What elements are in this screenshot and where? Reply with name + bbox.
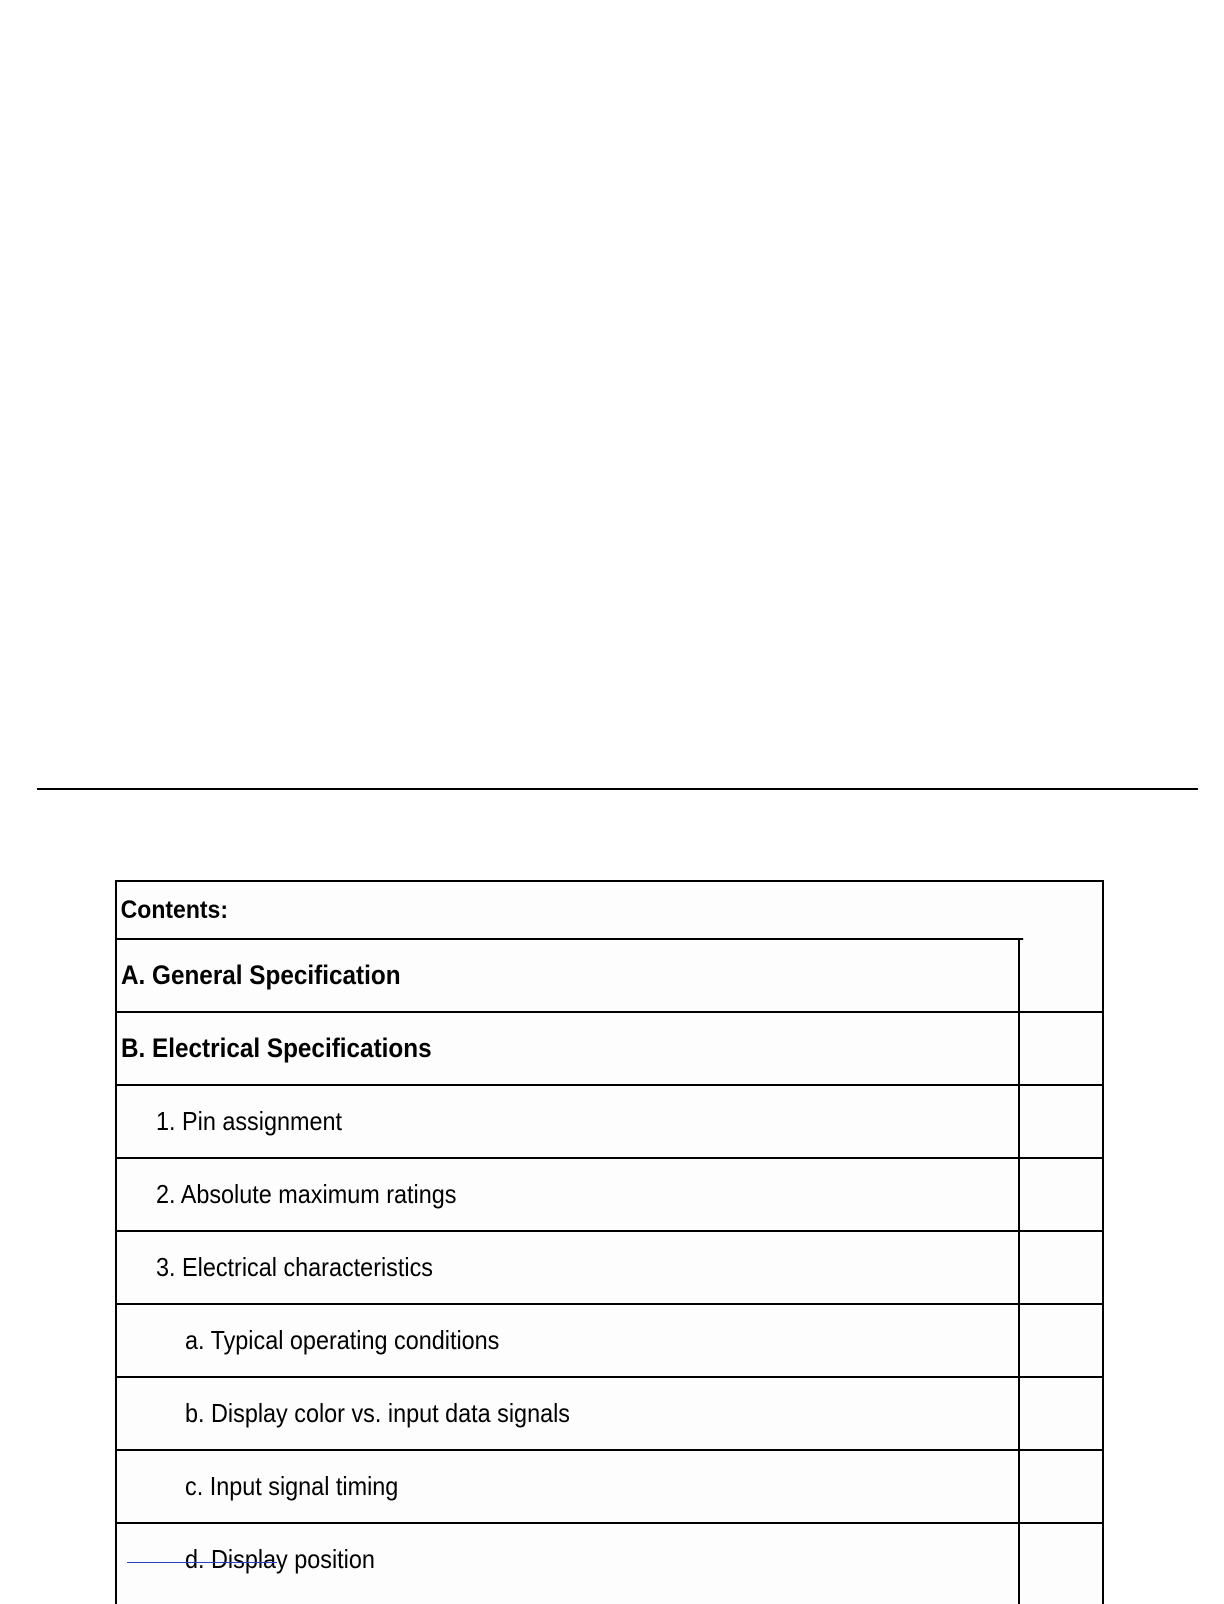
toc-row-typical-operating-conditions[interactable] <box>117 1305 1102 1378</box>
toc-page-cell <box>1018 1013 1102 1084</box>
toc-label: 1. Pin assignment <box>156 1106 343 1136</box>
contents-title: Contents: <box>117 882 1023 940</box>
link-underline <box>127 1562 277 1563</box>
toc-label: c. Input signal timing <box>185 1471 399 1501</box>
toc-page-cell <box>1018 1159 1102 1230</box>
toc-row-input-signal-timing[interactable] <box>117 1451 1102 1524</box>
toc-label: 2. Absolute maximum ratings <box>156 1179 457 1209</box>
toc-row-pin-assignment[interactable] <box>117 1086 1102 1159</box>
toc-row-electrical-specifications[interactable] <box>117 1013 1102 1086</box>
toc-page-cell <box>1018 1524 1102 1604</box>
toc-label: A. General Specification <box>121 960 401 990</box>
toc-label: a. Typical operating conditions <box>185 1325 500 1355</box>
contents-table <box>115 880 1104 1604</box>
toc-page-cell <box>1018 940 1102 1011</box>
toc-row-electrical-characteristics[interactable] <box>117 1232 1102 1305</box>
toc-row-absolute-maximum-ratings[interactable] <box>117 1159 1102 1232</box>
toc-label: 3. Electrical characteristics <box>156 1252 433 1282</box>
toc-page-cell <box>1018 1305 1102 1376</box>
horizontal-rule <box>37 788 1198 790</box>
toc-row-general-specification[interactable] <box>117 940 1102 1013</box>
toc-row-display-color-vs-input-data[interactable] <box>117 1378 1102 1451</box>
toc-label: B. Electrical Specifications <box>121 1033 432 1063</box>
toc-label: d. Display position <box>185 1544 375 1574</box>
toc-page-cell <box>1018 1378 1102 1449</box>
toc-row-display-position[interactable] <box>117 1524 1102 1604</box>
toc-page-cell <box>1018 1086 1102 1157</box>
toc-label: b. Display color vs. input data signals <box>185 1398 571 1428</box>
toc-page-cell <box>1018 1451 1102 1522</box>
toc-page-cell <box>1018 1232 1102 1303</box>
